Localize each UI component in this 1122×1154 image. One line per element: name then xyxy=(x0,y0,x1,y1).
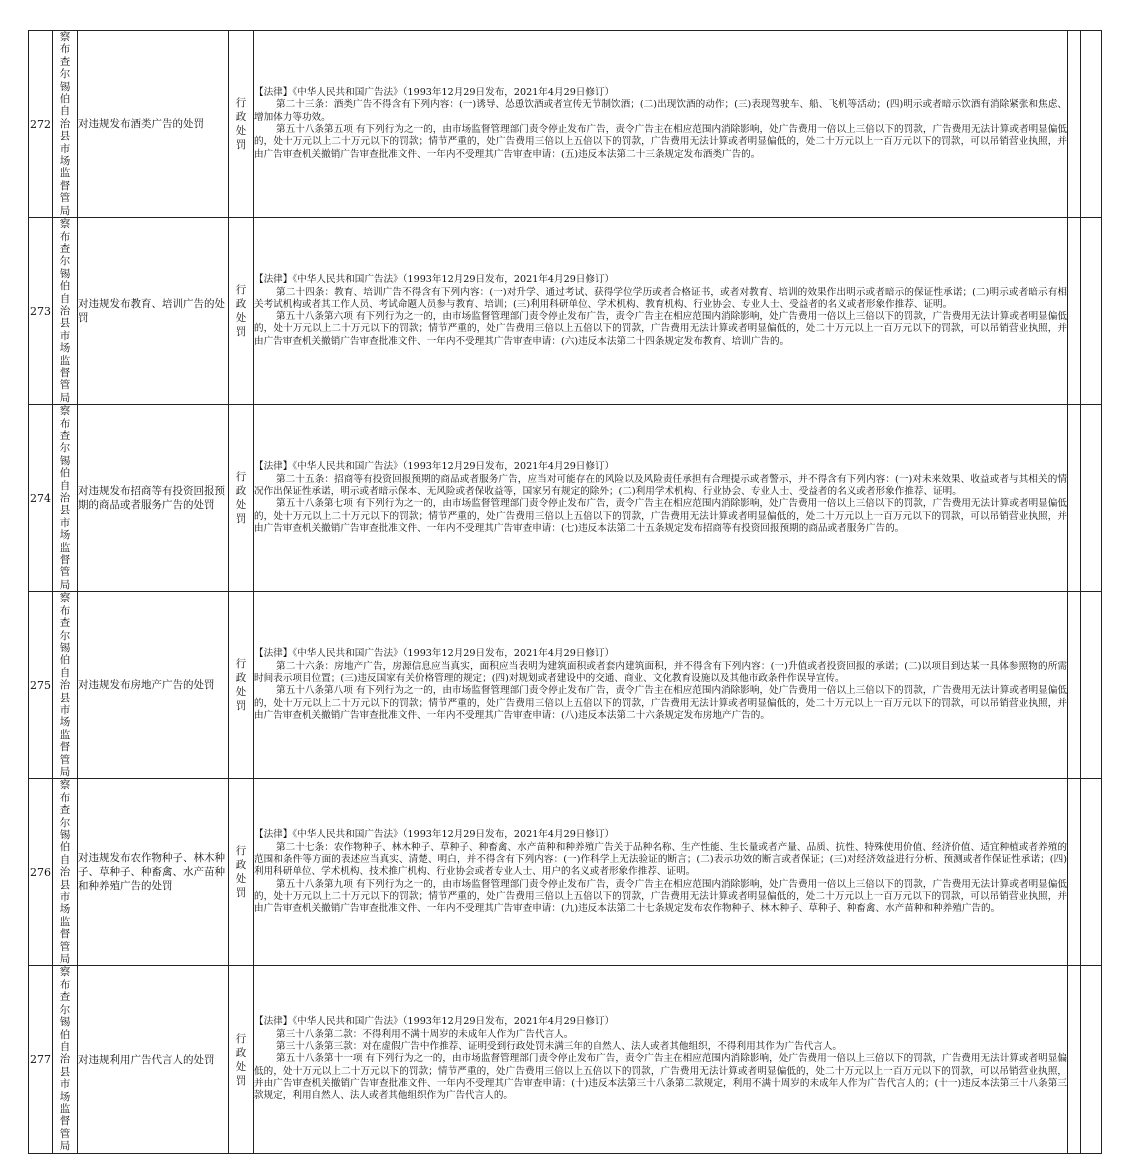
empty-cell xyxy=(1081,31,1102,218)
row-number: 274 xyxy=(29,405,53,592)
empty-cell xyxy=(1068,405,1081,592)
department-cell xyxy=(53,592,78,779)
empty-cell xyxy=(1081,218,1102,405)
law-clause: 第五十八条第十一项 有下列行为之一的，由市场监督管理部门责令停止发布广告，责令广告主在相应范围内消除影响，处广告费用一倍以上三倍以下的罚款，广告费用无法计算或者明显偏低的，处十万元以上二十万元以下的罚款；情节严重的，处广告费用三倍以上五倍以下的罚款，广告费用无法计算或者明显偏低的，处二十万元以上一百万元以下的罚款，可以吊销营业执照，并由广告审查机关撤销广告审查批准文件、一年内不受理其广告审查申请：(十)违反本法第三十八条第二款规定，利用不满十周岁的未成年人作为广告代言人的；(十一)违反本法第三十八条第三款规定，利用自然人、法人或者其他组织作为广告代言人的。 xyxy=(254,1053,1067,1102)
category-cell xyxy=(229,31,254,218)
table-row xyxy=(29,779,1102,966)
department-cell xyxy=(53,779,78,966)
table-row xyxy=(29,592,1102,779)
category-cell-text: 行政处罚 xyxy=(235,471,247,526)
legal-basis-cell xyxy=(254,218,1068,405)
row-number: 272 xyxy=(29,31,53,218)
law-title: 【法律】《中华人民共和国广告法》（1993年12月29日发布，2021年4月29日修订） xyxy=(254,461,615,473)
law-clause: 第五十八条第八项 有下列行为之一的，由市场监督管理部门责令停止发布广告，责令广告主在相应范围内消除影响，处广告费用一倍以上三倍以下的罚款，广告费用无法计算或者明显偏低的，处十万元以上二十万元以下的罚款；情节严重的，处广告费用三倍以上五倍以下的罚款，广告费用无法计算或者明显偏低的，处二十万元以上一百万元以下的罚款，可以吊销营业执照，并由广告审查机关撤销广告审查批准文件、一年内不受理其广告审查申请：(八)违反本法第二十六条规定发布房地产广告的。 xyxy=(254,685,1067,721)
empty-cell xyxy=(1068,218,1081,405)
item-name-cell: 对违规发布房地产广告的处罚 xyxy=(78,592,229,779)
law-clause: 第二十七条：农作物种子、林木种子、草种子、种畜禽、水产苗种和种养殖广告关于品种名称、生产性能、生长量或者产量、品质、抗性、特殊使用价值、经济价值、适宜种植或者养殖的范围和条件等方面的表述应当真实、清楚、明白，并不得含有下列内容：(一)作科学上无法验证的断言；(二)表示功效的断言或者保证；(三)对经济效益进行分析、预测或者作保证性承诺；(四)利用科研单位、学术机构、技术推广机构、行业协会或者专业人士、用户的名义或者形象作推荐、证明。 xyxy=(254,841,1067,878)
department-cell-text: 察布查尔锡伯自治县市场监督管局 xyxy=(59,31,71,217)
law-clause: 第五十八条第六项 有下列行为之一的，由市场监督管理部门责令停止发布广告，责令广告主在相应范围内消除影响，处广告费用一倍以上三倍以下的罚款，广告费用无法计算或者明显偏低的，处十万元以上二十万元以下的罚款；情节严重的，处广告费用三倍以上五倍以下的罚款，广告费用无法计算或者明显偏低的，处二十万元以上一百万元以下的罚款，可以吊销营业执照，并由广告审查机关撤销广告审查批准文件、一年内不受理其广告审查申请：(六)违反本法第二十四条规定发布教育、培训广告的。 xyxy=(254,311,1067,347)
table-body xyxy=(29,31,1102,1154)
legal-basis-cell xyxy=(254,31,1068,218)
law-clause: 第二十三条：酒类广告不得含有下列内容：(一)诱导、怂恿饮酒或者宣传无节制饮酒；(二)出现饮酒的动作；(三)表现驾驶车、船、飞机等活动；(四)明示或者暗示饮酒有消除紧张和焦虑、增加体力等功效。 xyxy=(254,99,1067,123)
law-title: 【法律】《中华人民共和国广告法》（1993年12月29日发布，2021年4月29日修订） xyxy=(254,1016,615,1028)
row-number: 276 xyxy=(29,779,53,966)
table-row xyxy=(29,405,1102,592)
department-cell-text: 察布查尔锡伯自治县市场监督管局 xyxy=(59,779,71,966)
department-cell xyxy=(53,405,78,592)
empty-cell xyxy=(1081,592,1102,779)
row-number: 273 xyxy=(29,218,53,405)
empty-cell xyxy=(1068,966,1081,1153)
legal-basis-cell xyxy=(254,779,1068,966)
empty-cell xyxy=(1081,779,1102,966)
item-name-cell: 对违规发布招商等有投资回报预期的商品或者服务广告的处罚 xyxy=(78,405,229,592)
empty-cell xyxy=(1068,592,1081,779)
table-row xyxy=(29,218,1102,405)
item-name-cell: 对违规发布农作物种子、林木种子、草种子、种畜禽、水产苗种和种养殖广告的处罚 xyxy=(78,779,229,966)
row-number: 277 xyxy=(29,966,53,1153)
law-title: 【法律】《中华人民共和国广告法》（1993年12月29日发布，2021年4月29日修订） xyxy=(254,274,615,286)
legal-basis-cell xyxy=(254,966,1068,1153)
item-name-cell: 对违规发布酒类广告的处罚 xyxy=(78,31,229,218)
law-clause: 第二十六条：房地产广告，房源信息应当真实，面积应当表明为建筑面积或者套内建筑面积，并不得含有下列内容：(一)升值或者投资回报的承诺；(二)以项目到达某一具体参照物的所需时间表示项目位置；(三)违反国家有关价格管理的规定；(四)对规划或者建设中的交通、商业、文化教育设施以及其他市政条件作误导宣传。 xyxy=(254,660,1067,685)
department-cell-text: 察布查尔锡伯自治县市场监督管局 xyxy=(59,218,71,404)
item-name-cell: 对违规利用广告代言人的处罚 xyxy=(78,966,229,1153)
category-cell xyxy=(229,405,254,592)
category-cell xyxy=(229,779,254,966)
category-cell xyxy=(229,966,254,1153)
category-cell-text: 行政处罚 xyxy=(235,97,247,152)
department-cell-text: 察布查尔锡伯自治县市场监督管局 xyxy=(59,405,71,591)
law-title: 【法律】《中华人民共和国广告法》（1993年12月29日发布，2021年4月29日修订） xyxy=(254,829,615,841)
category-cell xyxy=(229,218,254,405)
empty-cell xyxy=(1068,779,1081,966)
enforcement-table xyxy=(28,30,1102,1154)
department-cell-text: 察布查尔锡伯自治县市场监督管局 xyxy=(59,592,71,778)
law-title: 【法律】《中华人民共和国广告法》（1993年12月29日发布，2021年4月29日修订） xyxy=(254,648,615,660)
law-clause: 第五十八条第五项 有下列行为之一的，由市场监督管理部门责令停止发布广告，责令广告主在相应范围内消除影响，处广告费用一倍以上三倍以下的罚款，广告费用无法计算或者明显偏低的，处十万元以上二十万元以下的罚款；情节严重的，处广告费用三倍以上五倍以下的罚款，广告费用无法计算或者明显偏低的，处二十万元以上一百万元以下的罚款，可以吊销营业执照，并由广告审查机关撤销广告审查批准文件、一年内不受理其广告审查申请：(五)违反本法第二十三条规定发布酒类广告的。 xyxy=(254,124,1067,160)
empty-cell xyxy=(1081,966,1102,1153)
row-number: 275 xyxy=(29,592,53,779)
table-row xyxy=(29,966,1102,1153)
department-cell xyxy=(53,31,78,218)
category-cell-text: 行政处罚 xyxy=(235,1032,247,1087)
law-clause: 第二十五条：招商等有投资回报预期的商品或者服务广告，应当对可能存在的风险以及风险责任承担有合理提示或者警示，并不得含有下列内容：(一)对未来效果、收益或者与其相关的情况作出保证性承诺，明示或者暗示保本、无风险或者保收益等，国家另有规定的除外；(二)利用学术机构、行业协会、专业人士、受益者的名义或者形象作推荐、证明。 xyxy=(254,473,1067,497)
law-clause: 第五十八条第九项 有下列行为之一的，由市场监督管理部门责令停止发布广告，责令广告主在相应范围内消除影响，处广告费用一倍以上三倍以下的罚款，广告费用无法计算或者明显偏低的，处十万元以上二十万元以下的罚款；情节严重的，处广告费用三倍以上五倍以下的罚款，广告费用无法计算或者明显偏低的，处二十万元以上一百万元以下的罚款，可以吊销营业执照，并由广告审查机关撤销广告审查批准文件、一年内不受理其广告审查申请：(九)违反本法第二十七条规定发布农作物种子、林木种子、草种子、种畜禽、水产苗种和种养殖广告的。 xyxy=(254,878,1067,915)
department-cell xyxy=(53,218,78,405)
law-clause: 第五十八条第七项 有下列行为之一的，由市场监督管理部门责令停止发布广告，责令广告主在相应范围内消除影响，处广告费用一倍以上三倍以下的罚款，广告费用无法计算或者明显偏低的，处十万元以上二十万元以下的罚款；情节严重的，处广告费用三倍以上五倍以下的罚款，广告费用无法计算或者明显偏低的，处二十万元以上一百万元以下的罚款，可以吊销营业执照，并由广告审查机关撤销广告审查批准文件、一年内不受理其广告审查申请：(七)违反本法第二十五条规定发布招商等有投资回报预期的商品或者服务广告的。 xyxy=(254,498,1067,534)
law-clause: 第三十八条第二款：不得利用不满十周岁的未成年人作为广告代言人。 xyxy=(276,1028,574,1040)
department-cell-text: 察布查尔锡伯自治县市场监督管局 xyxy=(59,966,71,1153)
category-cell xyxy=(229,592,254,779)
category-cell-text: 行政处罚 xyxy=(235,284,247,339)
category-cell-text: 行政处罚 xyxy=(235,658,247,713)
law-clause: 第二十四条：教育、培训广告不得含有下列内容：(一)对升学、通过考试、获得学位学历或者合格证书，或者对教育、培训的效果作出明示或者暗示的保证性承诺；(二)明示或者暗示有相关考试机构或者其工作人员、考试命题人员参与教育、培训；(三)利用科研单位、学术机构、教育机构、行业协会、专业人士、受益者的名义或者形象作推荐、证明。 xyxy=(254,286,1067,310)
department-cell xyxy=(53,966,78,1153)
empty-cell xyxy=(1081,405,1102,592)
table-row xyxy=(29,31,1102,218)
category-cell-text: 行政处罚 xyxy=(235,845,247,900)
legal-basis-cell xyxy=(254,592,1068,779)
law-title: 【法律】《中华人民共和国广告法》（1993年12月29日发布，2021年4月29日修订） xyxy=(254,87,615,99)
legal-basis-cell xyxy=(254,405,1068,592)
item-name-cell: 对违规发布教育、培训广告的处罚 xyxy=(78,218,229,405)
empty-cell xyxy=(1068,31,1081,218)
law-clause: 第三十八条第三款：对在虚假广告中作推荐、证明受到行政处罚未满三年的自然人、法人或者其他组织，不得利用其作为广告代言人。 xyxy=(276,1041,843,1053)
